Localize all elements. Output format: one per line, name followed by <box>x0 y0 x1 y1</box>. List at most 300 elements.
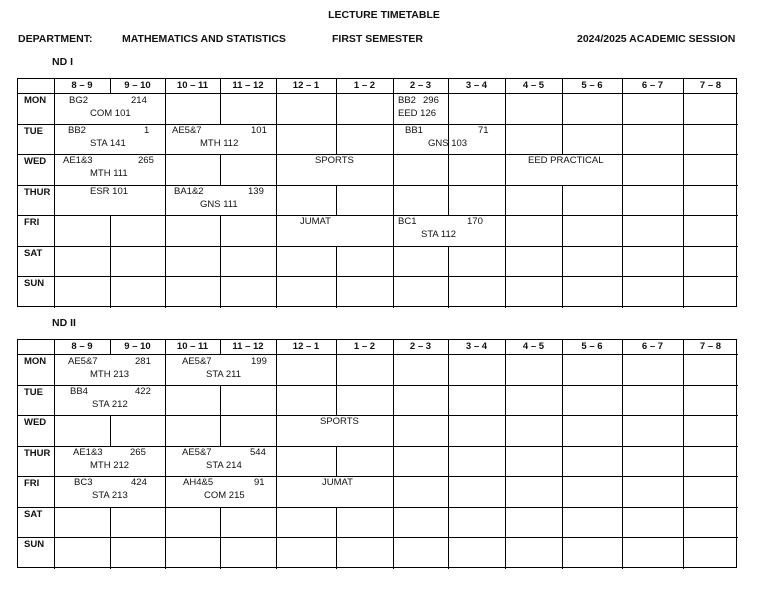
grid-line <box>393 276 448 277</box>
grid-line <box>220 124 276 125</box>
grid-line <box>165 476 166 507</box>
nd1-timetable <box>17 78 737 307</box>
grid-line <box>562 185 622 186</box>
nd1-time-slot-header: 8 – 9 <box>71 80 93 91</box>
grid-line <box>165 385 166 415</box>
grid-line <box>683 154 684 185</box>
grid-line <box>165 354 220 355</box>
grid-line <box>393 507 394 537</box>
grid-line <box>165 154 166 185</box>
grid-line <box>54 124 55 154</box>
grid-line <box>505 354 506 385</box>
grid-line <box>505 185 562 186</box>
course-group: BB2 <box>68 125 86 136</box>
course-group: AE1&3 <box>63 155 93 166</box>
grid-line <box>165 185 166 215</box>
practical-label: EED PRACTICAL <box>528 155 604 166</box>
nd1-day-label: TUE <box>24 126 43 137</box>
grid-line <box>622 446 623 476</box>
nd1-time-slot-header: 11 – 12 <box>232 80 264 91</box>
room-number: 422 <box>135 386 151 397</box>
grid-line <box>683 124 684 154</box>
grid-line <box>18 446 54 447</box>
grid-line <box>562 415 563 446</box>
grid-line <box>622 354 623 385</box>
grid-line <box>393 79 394 93</box>
nd2-timetable <box>17 339 737 568</box>
grid-line <box>276 124 336 125</box>
grid-line <box>54 93 110 94</box>
grid-line <box>336 93 337 124</box>
grid-line <box>336 507 393 508</box>
room-number: 199 <box>251 356 267 367</box>
grid-line <box>622 154 683 155</box>
room-number: 1 <box>144 125 150 136</box>
grid-line <box>54 415 110 416</box>
grid-line <box>54 354 110 355</box>
room-number: 424 <box>131 477 147 488</box>
grid-line <box>110 340 111 354</box>
grid-line <box>54 215 55 246</box>
grid-line <box>18 93 54 94</box>
grid-line <box>562 507 622 508</box>
grid-line <box>54 246 55 276</box>
grid-line <box>622 276 623 308</box>
grid-line <box>505 385 562 386</box>
grid-line <box>505 215 506 246</box>
grid-line <box>683 215 684 246</box>
grid-line <box>220 476 276 477</box>
room-number: 265 <box>130 447 146 458</box>
nd2-day-label: TUE <box>24 387 43 398</box>
grid-line <box>622 246 683 247</box>
grid-line <box>54 507 110 508</box>
grid-line <box>683 276 738 277</box>
grid-line <box>393 507 448 508</box>
grid-line <box>683 93 738 94</box>
grid-line <box>110 124 165 125</box>
course-group: BB1 <box>405 125 423 136</box>
grid-line <box>448 246 505 247</box>
course-code: ESR 101 <box>90 186 129 197</box>
grid-line <box>336 385 337 415</box>
grid-line <box>448 354 449 385</box>
grid-line <box>683 276 684 308</box>
grid-line <box>562 415 622 416</box>
nd1-day-label: SAT <box>24 248 43 259</box>
course-group: AE5&7 <box>182 447 212 458</box>
grid-line <box>622 476 683 477</box>
grid-line <box>448 154 505 155</box>
nd1-time-slot-header: 3 – 4 <box>465 80 488 91</box>
grid-line <box>165 93 166 124</box>
grid-line <box>505 476 562 477</box>
grid-line <box>336 79 337 93</box>
course-group: BC3 <box>74 477 93 488</box>
grid-line <box>220 276 221 308</box>
grid-line <box>393 537 448 538</box>
nd1-time-slot-header: 4 – 5 <box>522 80 545 91</box>
grid-line <box>505 354 562 355</box>
nd2-time-slot-header: 8 – 9 <box>71 341 93 352</box>
grid-line <box>562 124 563 154</box>
course-code: EED 126 <box>398 108 437 119</box>
grid-line <box>276 340 277 354</box>
grid-line <box>448 354 505 355</box>
grid-line <box>622 93 623 124</box>
grid-line <box>622 385 683 386</box>
grid-line <box>622 124 623 154</box>
grid-line <box>505 507 562 508</box>
course-group: BC1 <box>398 216 417 227</box>
semester-label: FIRST SEMESTER <box>332 33 424 45</box>
grid-line <box>220 79 221 93</box>
grid-line <box>220 507 276 508</box>
nd1-section-title: ND I <box>52 56 73 68</box>
room-number: 281 <box>135 356 151 367</box>
grid-line <box>683 185 684 215</box>
grid-line <box>276 93 336 94</box>
nd1-time-slot-header: 1 – 2 <box>353 80 376 91</box>
grid-line <box>622 246 623 276</box>
grid-line <box>448 385 449 415</box>
grid-line <box>220 507 221 537</box>
grid-line <box>110 246 165 247</box>
grid-line <box>165 215 166 246</box>
grid-line <box>448 185 449 215</box>
nd1-time-slot-header: 6 – 7 <box>641 80 664 91</box>
grid-line <box>165 537 220 538</box>
grid-line <box>562 276 563 308</box>
jumat-label: JUMAT <box>322 477 353 488</box>
grid-line <box>683 537 738 538</box>
grid-line <box>622 215 683 216</box>
grid-line <box>505 476 506 507</box>
grid-line <box>110 276 111 308</box>
grid-line <box>393 385 448 386</box>
grid-line <box>448 93 449 124</box>
grid-line <box>505 124 506 154</box>
grid-line <box>683 79 684 93</box>
grid-line <box>54 215 110 216</box>
grid-line <box>336 446 393 447</box>
grid-line <box>110 507 111 537</box>
grid-line <box>622 537 683 538</box>
department-label: DEPARTMENT: <box>18 33 93 45</box>
course-code: GNS 111 <box>200 199 238 210</box>
grid-line <box>110 507 165 508</box>
grid-line <box>683 246 738 247</box>
grid-line <box>562 537 622 538</box>
grid-line <box>336 340 337 354</box>
grid-line <box>683 385 684 415</box>
grid-line <box>505 276 506 308</box>
grid-line <box>220 93 221 124</box>
grid-line <box>336 276 393 277</box>
document-title: LECTURE TIMETABLE <box>328 9 440 21</box>
nd1-day-label: FRI <box>24 217 40 228</box>
grid-line <box>110 79 111 93</box>
grid-line <box>683 415 684 446</box>
grid-line <box>505 246 562 247</box>
grid-line <box>336 507 337 537</box>
grid-line <box>165 385 220 386</box>
grid-line <box>562 354 622 355</box>
grid-line <box>448 185 505 186</box>
grid-line <box>505 246 506 276</box>
grid-line <box>54 446 55 476</box>
grid-line <box>220 385 221 415</box>
grid-line <box>336 385 393 386</box>
grid-line <box>220 446 276 447</box>
grid-line <box>393 154 448 155</box>
grid-line <box>448 154 449 185</box>
grid-line <box>622 354 683 355</box>
grid-line <box>562 507 563 537</box>
grid-line <box>622 415 683 416</box>
grid-line <box>448 476 449 507</box>
grid-line <box>276 79 277 93</box>
grid-line <box>165 507 166 537</box>
grid-line <box>683 354 684 385</box>
grid-line <box>220 215 276 216</box>
grid-line <box>622 340 623 354</box>
nd2-time-slot-header: 3 – 4 <box>465 341 488 352</box>
grid-line <box>448 537 449 569</box>
grid-line <box>220 415 276 416</box>
grid-line <box>220 340 221 354</box>
nd2-day-label: MON <box>24 356 47 367</box>
grid-line <box>448 537 505 538</box>
grid-line <box>18 154 54 155</box>
course-code: COM 215 <box>204 490 245 501</box>
grid-line <box>276 124 277 154</box>
grid-line <box>276 537 336 538</box>
nd2-time-slot-header: 11 – 12 <box>232 341 264 352</box>
grid-line <box>683 154 738 155</box>
grid-line <box>165 446 166 476</box>
grid-line <box>683 476 738 477</box>
grid-line <box>393 446 448 447</box>
sports-label: SPORTS <box>315 155 354 166</box>
grid-line <box>54 415 55 446</box>
grid-line <box>276 354 336 355</box>
grid-line <box>562 446 622 447</box>
grid-line <box>562 215 563 246</box>
grid-line <box>562 537 563 569</box>
grid-line <box>18 246 54 247</box>
grid-line <box>276 154 277 185</box>
grid-line <box>505 446 562 447</box>
grid-line <box>505 276 562 277</box>
sports-label: SPORTS <box>320 416 359 427</box>
grid-line <box>622 415 623 446</box>
grid-line <box>562 476 563 507</box>
grid-line <box>110 246 111 276</box>
grid-line <box>18 215 54 216</box>
grid-line <box>505 154 506 185</box>
course-group: AE5&7 <box>182 356 212 367</box>
grid-line <box>336 446 337 476</box>
grid-line <box>393 246 394 276</box>
grid-line <box>683 185 738 186</box>
nd1-time-slot-header: 9 – 10 <box>124 80 151 91</box>
grid-line <box>393 340 394 354</box>
grid-line <box>18 185 54 186</box>
grid-line <box>165 537 166 569</box>
course-group: AH4&5 <box>183 477 214 488</box>
grid-line <box>276 276 277 308</box>
nd1-time-slot-header: 5 – 6 <box>581 80 603 91</box>
grid-line <box>683 246 684 276</box>
grid-line <box>505 340 506 354</box>
course-code: MTH 213 <box>90 369 130 380</box>
grid-line <box>393 446 394 476</box>
grid-line <box>54 79 55 93</box>
nd2-day-label: SUN <box>24 539 45 550</box>
nd2-time-slot-header: 6 – 7 <box>641 341 664 352</box>
grid-line <box>448 276 449 308</box>
grid-line <box>562 124 622 125</box>
grid-line <box>220 215 221 246</box>
grid-line <box>562 446 563 476</box>
grid-line <box>683 354 738 355</box>
grid-line <box>165 507 220 508</box>
grid-line <box>683 507 684 537</box>
grid-line <box>54 476 55 507</box>
grid-line <box>18 415 54 416</box>
grid-line <box>220 276 276 277</box>
grid-line <box>220 537 276 538</box>
nd2-time-slot-header: 10 – 11 <box>176 341 209 352</box>
nd1-day-label: WED <box>24 156 47 167</box>
grid-line <box>54 93 55 124</box>
course-code: STA 214 <box>206 460 242 471</box>
grid-line <box>683 446 684 476</box>
course-group: BG2 <box>69 95 89 106</box>
grid-line <box>54 276 110 277</box>
grid-line <box>562 246 622 247</box>
grid-line <box>505 215 562 216</box>
grid-line <box>505 446 506 476</box>
room-number: 71 <box>478 125 489 136</box>
grid-line <box>110 354 165 355</box>
room-number: 91 <box>254 477 265 488</box>
grid-line <box>276 446 336 447</box>
grid-line <box>336 185 337 215</box>
grid-line <box>54 537 110 538</box>
grid-line <box>562 93 563 124</box>
grid-line <box>165 79 166 93</box>
grid-line <box>448 446 505 447</box>
grid-line <box>54 185 55 215</box>
grid-line <box>393 215 394 246</box>
grid-line <box>276 385 336 386</box>
course-group: BB2 <box>398 95 416 106</box>
grid-line <box>562 246 563 276</box>
grid-line <box>220 415 221 446</box>
grid-line <box>683 446 738 447</box>
course-code: STA 212 <box>92 399 128 410</box>
grid-line <box>54 354 55 385</box>
course-code: STA 211 <box>206 369 242 380</box>
nd1-time-slot-header: 12 – 1 <box>292 80 320 91</box>
grid-line <box>165 340 166 354</box>
course-code: MTH 112 <box>200 138 239 149</box>
grid-line <box>18 385 54 386</box>
grid-line <box>165 154 220 155</box>
grid-line <box>505 507 506 537</box>
grid-line <box>220 154 276 155</box>
grid-line <box>622 385 623 415</box>
grid-line <box>622 276 683 277</box>
course-group: BA1&2 <box>174 186 204 197</box>
grid-line <box>448 507 449 537</box>
grid-line <box>54 276 55 308</box>
grid-line <box>683 93 684 124</box>
grid-line <box>622 185 683 186</box>
grid-line <box>505 124 562 125</box>
grid-line <box>276 246 277 276</box>
grid-line <box>562 476 622 477</box>
room-number: 296 <box>423 95 439 106</box>
course-group: AE5&7 <box>172 125 202 136</box>
grid-line <box>505 185 506 215</box>
grid-line <box>393 93 394 124</box>
grid-line <box>505 93 506 124</box>
nd1-day-label: SUN <box>24 278 45 289</box>
grid-line <box>448 507 505 508</box>
grid-line <box>336 124 337 154</box>
grid-line <box>622 79 623 93</box>
grid-line <box>276 537 277 569</box>
grid-line <box>220 246 276 247</box>
grid-line <box>336 246 337 276</box>
grid-line <box>110 415 111 446</box>
grid-line <box>165 124 166 154</box>
course-group: AE5&7 <box>68 356 98 367</box>
grid-line <box>54 507 55 537</box>
grid-line <box>448 276 505 277</box>
nd1-time-slot-header: 10 – 11 <box>176 80 209 91</box>
grid-line <box>336 537 393 538</box>
grid-line <box>336 246 393 247</box>
course-code: STA 112 <box>421 229 457 240</box>
grid-line <box>165 246 220 247</box>
grid-line <box>505 415 506 446</box>
grid-line <box>448 124 505 125</box>
course-code: MTH 212 <box>90 460 130 471</box>
grid-line <box>448 446 449 476</box>
grid-line <box>393 476 394 507</box>
grid-line <box>393 276 394 308</box>
grid-line <box>622 215 623 246</box>
grid-line <box>562 354 563 385</box>
grid-line <box>54 246 110 247</box>
grid-line <box>220 246 221 276</box>
grid-line <box>165 276 166 308</box>
grid-line <box>562 93 622 94</box>
grid-line <box>220 154 221 185</box>
nd2-time-slot-header: 9 – 10 <box>124 341 151 352</box>
grid-line <box>110 215 111 246</box>
grid-line <box>622 93 683 94</box>
grid-line <box>562 340 563 354</box>
grid-line <box>622 507 683 508</box>
course-code: MTH 111 <box>90 168 128 179</box>
grid-line <box>393 185 448 186</box>
nd2-time-slot-header: 2 – 3 <box>409 341 432 352</box>
